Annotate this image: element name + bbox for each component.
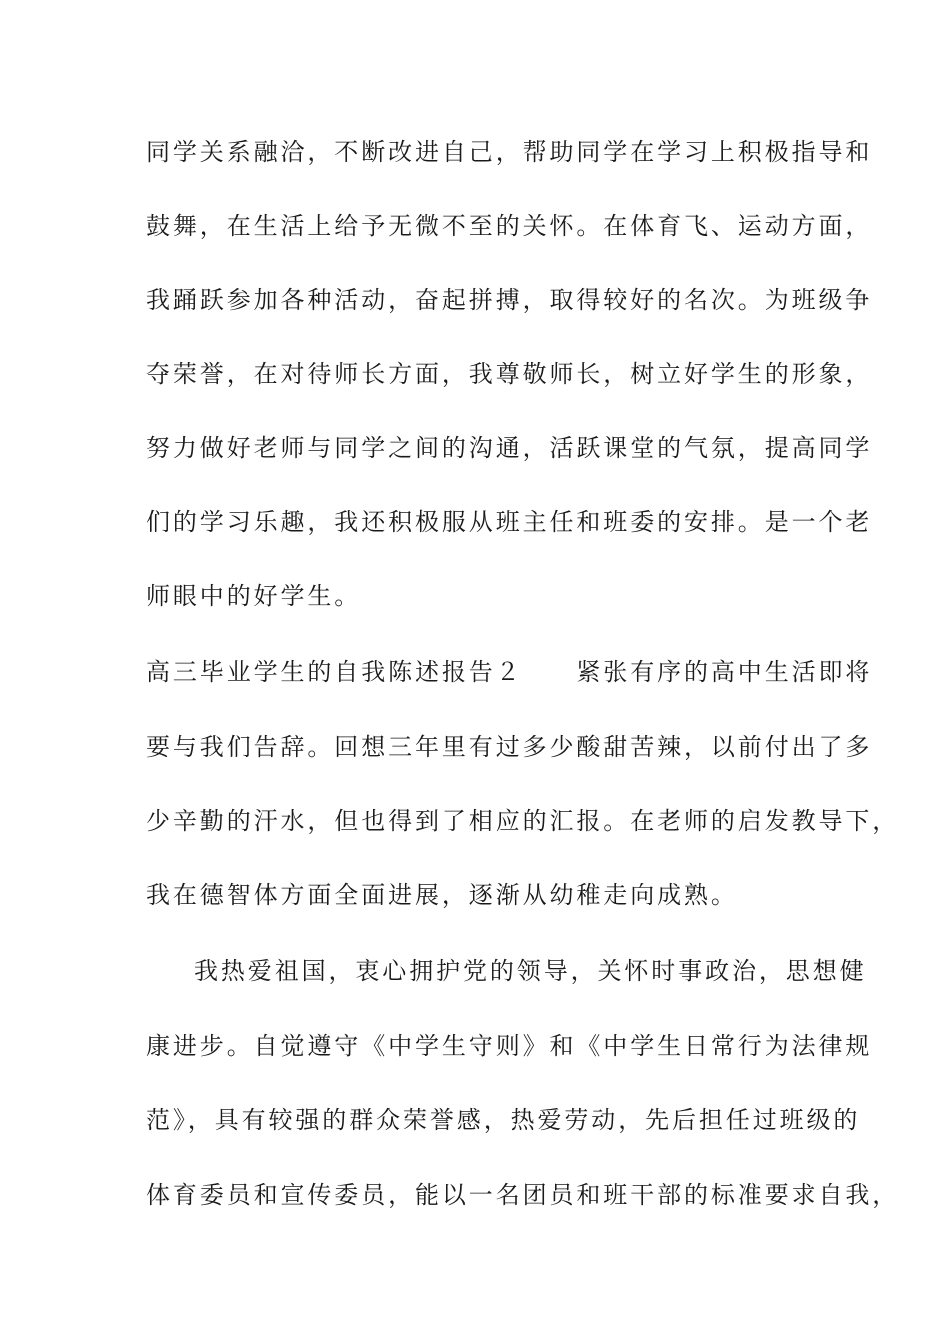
text-line: 努力做好老师与同学之间的沟通，活跃课堂的气氛，提高同学 (146, 434, 873, 462)
text-line: 鼓舞，在生活上给予无微不至的关怀。在体育飞、运动方面， (146, 212, 873, 240)
text-line: 范》，具有较强的群众荣誉感，热爱劳动，先后担任过班级的 (146, 1106, 861, 1134)
text-line: 师眼中的好学生。 (146, 582, 362, 610)
text-line: 我踊跃参加各种活动，奋起拼搏，取得较好的名次。为班级争 (146, 286, 873, 314)
text-line: 我在德智体方面全面进展，逐渐从幼稚走向成熟。 (146, 881, 738, 909)
section-heading-line: 高三毕业学生的自我陈述报告２ 紧张有序的高中生活即将 (146, 658, 873, 686)
text-line: 少辛勤的汗水，但也得到了相应的汇报。在老师的启发教导下， (146, 807, 900, 835)
text-line: 康进步。自觉遵守《中学生守则》和《中学生日常行为法律规 (146, 1032, 873, 1060)
text-line: 要与我们告辞。回想三年里有过多少酸甜苦辣，以前付出了多 (146, 733, 873, 761)
text-line: 们的学习乐趣，我还积极服从班主任和班委的安排。是一个老 (146, 508, 873, 536)
text-line: 同学关系融洽，不断改进自己，帮助同学在学习上积极指导和 (146, 138, 873, 166)
text-line: 夺荣誉，在对待师长方面，我尊敬师长，树立好学生的形象， (146, 360, 873, 388)
text-line: 体育委员和宣传委员，能以一名团员和班干部的标准要求自我， (146, 1181, 900, 1209)
paragraph-first-line: 我热爱祖国，衷心拥护党的领导，关怀时事政治，思想健 (194, 957, 867, 985)
